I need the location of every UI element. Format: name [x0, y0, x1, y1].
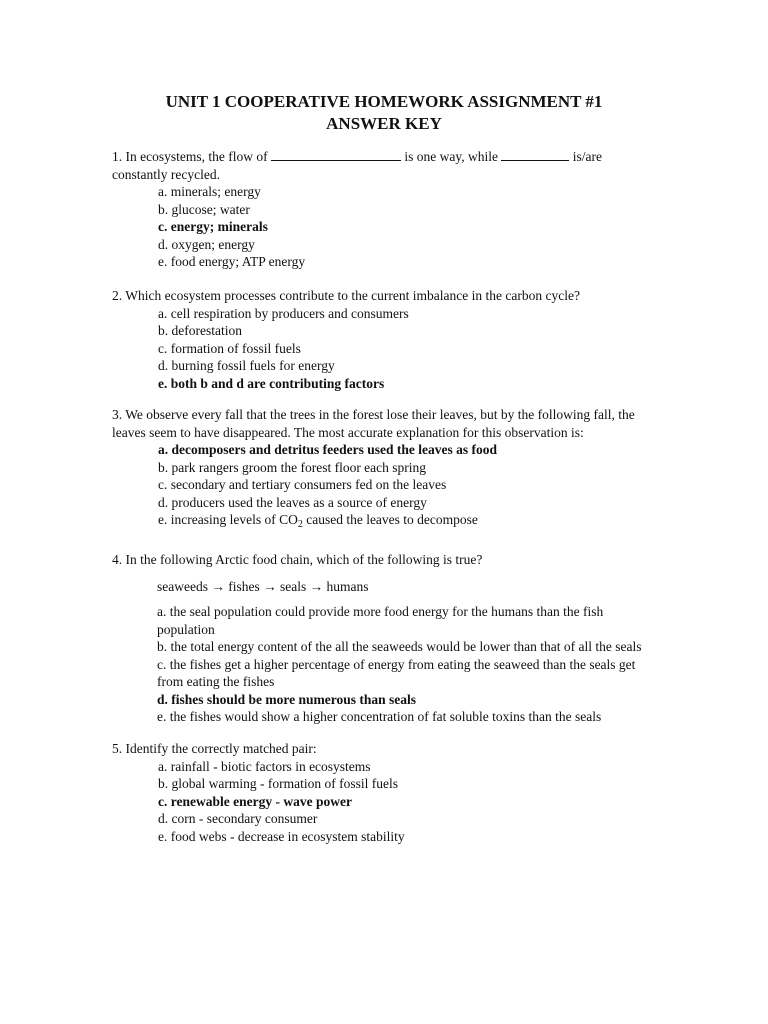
question-1-stem-part3: is/are constantly recycled.: [112, 149, 602, 182]
option-d: d. corn - secondary consumer: [158, 811, 318, 826]
question-1-options: [112, 183, 660, 271]
question-3-options: [112, 441, 660, 534]
option-c: c. formation of fossil fuels: [158, 340, 301, 356]
question-1: [112, 148, 660, 271]
option-e-part1: e. increasing levels of CO: [158, 512, 298, 527]
food-chain: seaweeds → fishes → seals → humans: [157, 578, 369, 594]
correct-answer-option-a: a. decomposers and detritus feeders used the leaves as food: [158, 442, 497, 457]
option-b: b. glucose; water: [158, 201, 250, 217]
correct-answer-option-e: e. both b and d are contributing factors: [158, 375, 385, 391]
option-a: a. cell respiration by producers and consumers: [158, 305, 409, 321]
blank-line-1: [271, 148, 401, 161]
question-5-stem: 5. Identify the correctly matched pair:: [112, 741, 317, 756]
question-2-stem: 2. Which ecosystem processes contribute to the current imbalance in the carbon cycle?: [112, 288, 580, 303]
correct-answer-option-c: c. renewable energy - wave power: [158, 793, 352, 809]
document-subtitle: ANSWER KEY: [326, 114, 442, 133]
question-1-stem-part2: is one way, while: [400, 149, 502, 164]
option-c: c. the fishes get a higher percentage of energy from eating the seaweed than the seals get from eating the fishes: [157, 656, 636, 689]
option-e: e. the fishes would show a higher concentration of fat soluble toxins than the seals: [157, 709, 602, 724]
question-5: [112, 740, 660, 845]
option-a: a. rainfall - biotic factors in ecosystems: [158, 758, 371, 774]
blank-line-2: [501, 148, 569, 161]
option-d: d. burning fossil fuels for energy: [158, 358, 335, 373]
question-3: [112, 406, 660, 534]
option-e: e. food energy; ATP energy: [158, 254, 306, 269]
option-b: b. global warming - formation of fossil fuels: [158, 776, 398, 791]
option-a: a. the seal population could provide more food energy for the humans than the fish population: [157, 604, 604, 637]
question-5-options: [112, 758, 660, 846]
document-title: UNIT 1 COOPERATIVE HOMEWORK ASSIGNMENT #1: [165, 92, 603, 111]
question-4-options: [112, 603, 660, 726]
correct-answer-option-d: d. fishes should be more numerous than seals: [157, 691, 417, 707]
co2-subscript: 2: [297, 519, 303, 530]
option-e-part2: caused the leaves to decompose: [302, 512, 478, 527]
question-1-stem-part1: 1. In ecosystems, the flow of: [112, 149, 271, 164]
option-a: a. minerals; energy: [158, 184, 261, 199]
option-b: b. the total energy content of the all the seaweeds would be lower than that of all the seals: [157, 639, 642, 654]
option-e: [112, 511, 660, 534]
correct-answer-option-c: c. energy; minerals: [158, 219, 268, 234]
question-2-options: [112, 305, 660, 393]
option-d: d. producers used the leaves as a source of energy: [158, 494, 427, 510]
option-b: b. deforestation: [158, 323, 242, 338]
option-e: e. food webs - decrease in ecosystem stability: [158, 828, 405, 844]
question-3-stem: 3. We observe every fall that the trees in the forest lose their leaves, but by the following fall, the leaves seem to have disappeared. The most accurate explanation for this observation is:: [112, 407, 635, 440]
question-4-stem: 4. In the following Arctic food chain, which of the following is true?: [112, 552, 483, 567]
option-d: d. oxygen; energy: [158, 236, 255, 252]
question-1-stem: [112, 148, 660, 183]
option-b: b. park rangers groom the forest floor each spring: [158, 459, 427, 475]
question-2: [112, 287, 660, 392]
option-c: c. secondary and tertiary consumers fed on the leaves: [158, 477, 447, 492]
question-4: [112, 551, 660, 726]
